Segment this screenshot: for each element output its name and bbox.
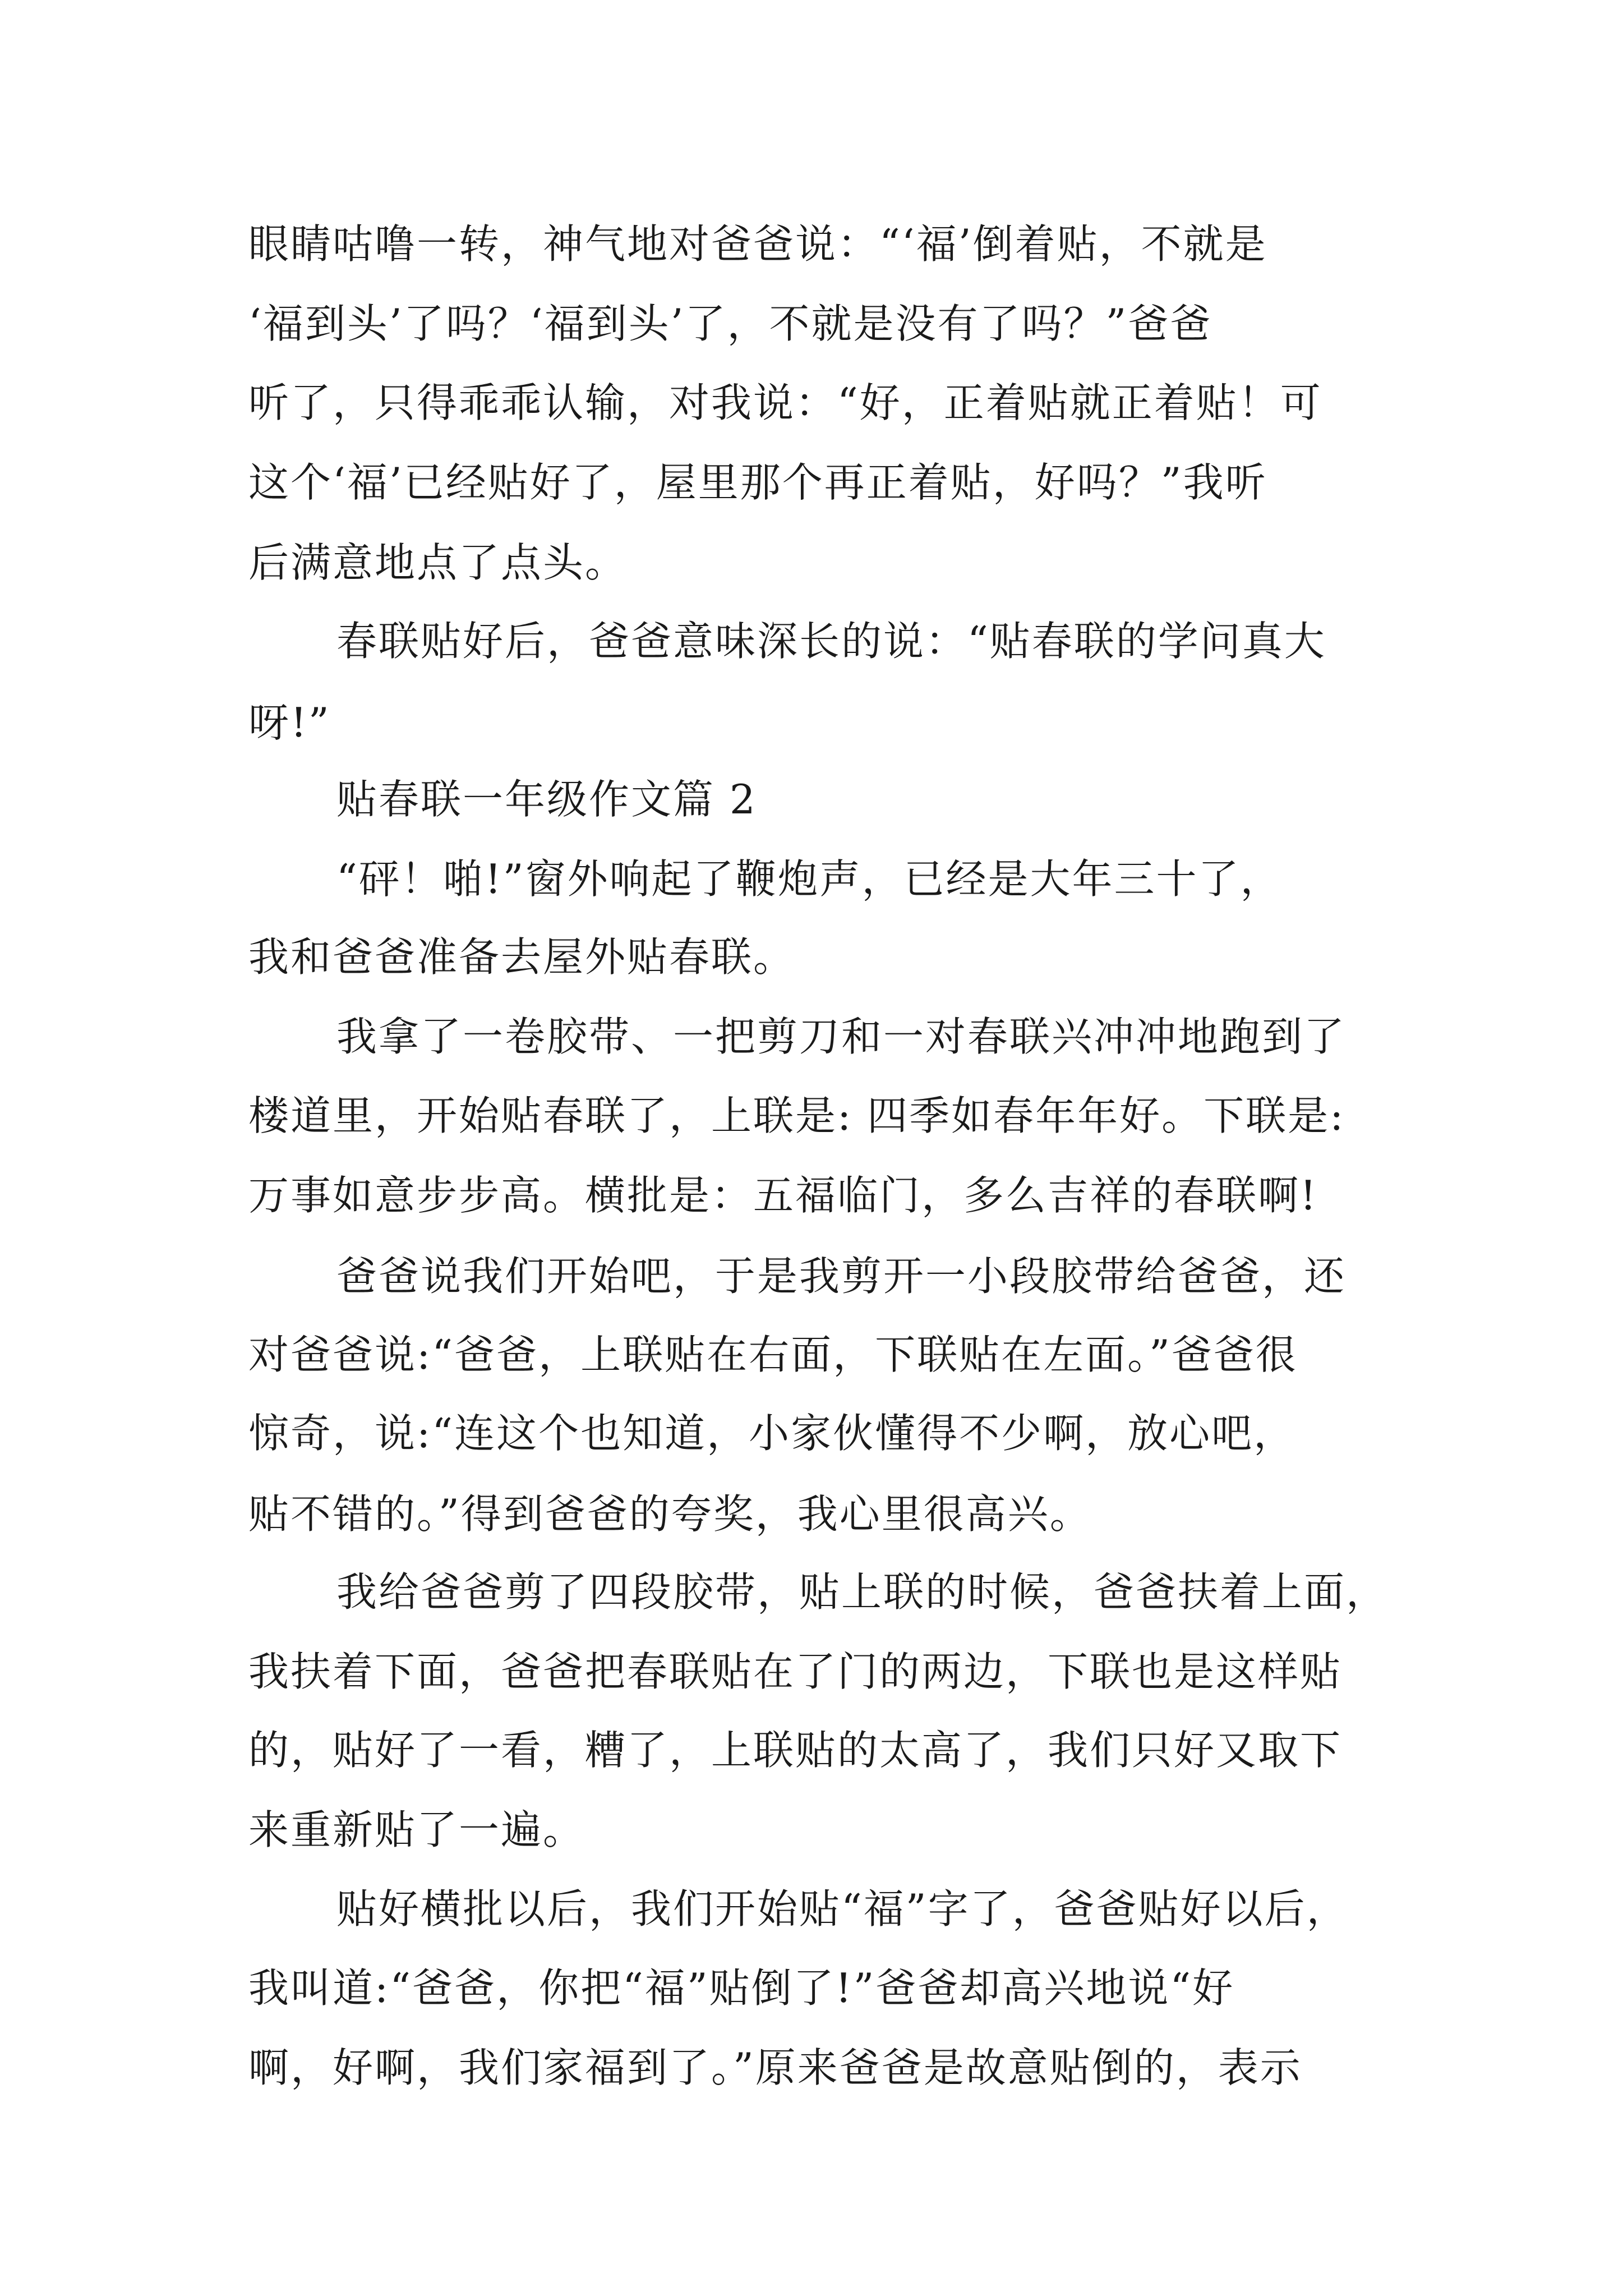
- text-line: 啊，好啊，我们家福到了。”原来爸爸是故意贴倒的，表示: [248, 2044, 1302, 2091]
- text-line: 贴不错的。”得到爸爸的夸奖，我心里很高兴。: [248, 1490, 1092, 1538]
- text-line: 我和爸爸准备去屋外贴春联。: [248, 933, 796, 981]
- text-line: 眼睛咕噜一转，神气地对爸爸说：“‘福’倒着贴，不就是: [248, 220, 1267, 268]
- text-line: 我给爸爸剪了四段胶带，贴上联的时候，爸爸扶着上面，: [336, 1568, 1389, 1616]
- text-line: 贴好横批以后，我们开始贴“福”字了，爸爸贴好以后，: [336, 1885, 1349, 1932]
- text-line: 爸爸说我们开始吧，于是我剪开一小段胶带给爸爸，还: [336, 1253, 1347, 1300]
- text-line: ‘福到头’了吗？‘福到头’了，不就是没有了吗？”爸爸: [248, 300, 1212, 347]
- text-line: 来重新贴了一遍。: [248, 1806, 585, 1853]
- text-line: 这个‘福’已经贴好了，屋里那个再正着贴，好吗？”我听: [248, 459, 1267, 506]
- text-line: “砰！啪!”窗外响起了鞭炮声，已经是大年三十了，: [336, 855, 1283, 903]
- text-line: 楼道里，开始贴春联了，上联是: 四季如春年年好。下联是:: [248, 1092, 1345, 1139]
- text-line: 的，贴好了一看，糟了，上联贴的太高了，我们只好又取下: [248, 1727, 1343, 1774]
- text-line: 我叫道:“爸爸，你把“福”贴倒了!”爸爸却高兴地说“好: [248, 1964, 1235, 2012]
- text-line: 我拿了一卷胶带、一把剪刀和一对春联兴冲冲地跑到了: [336, 1013, 1347, 1060]
- text-line: 听了，只得乖乖认输，对我说：“好，正着贴就正着贴！可: [248, 379, 1322, 426]
- text-line: 惊奇，说:“连这个也知道，小家伙懂得不少啊，放心吧，: [248, 1410, 1296, 1457]
- text-line: 我扶着下面，爸爸把春联贴在了门的两边，下联也是这样贴: [248, 1648, 1343, 1695]
- text-line: 万事如意步步高。横批是：五福临门，多么吉祥的春联啊!: [248, 1172, 1318, 1219]
- section-heading: 贴春联一年级作文篇 2: [336, 776, 757, 823]
- text-line: 后满意地点了点头。: [248, 539, 628, 586]
- text-line: 对爸爸说:“爸爸，上联贴在右面，下联贴在左面。”爸爸很: [248, 1331, 1298, 1378]
- text-line: 呀!”: [248, 699, 331, 746]
- text-line: 春联贴好后，爸爸意味深长的说：“贴春联的学问真大: [336, 618, 1326, 665]
